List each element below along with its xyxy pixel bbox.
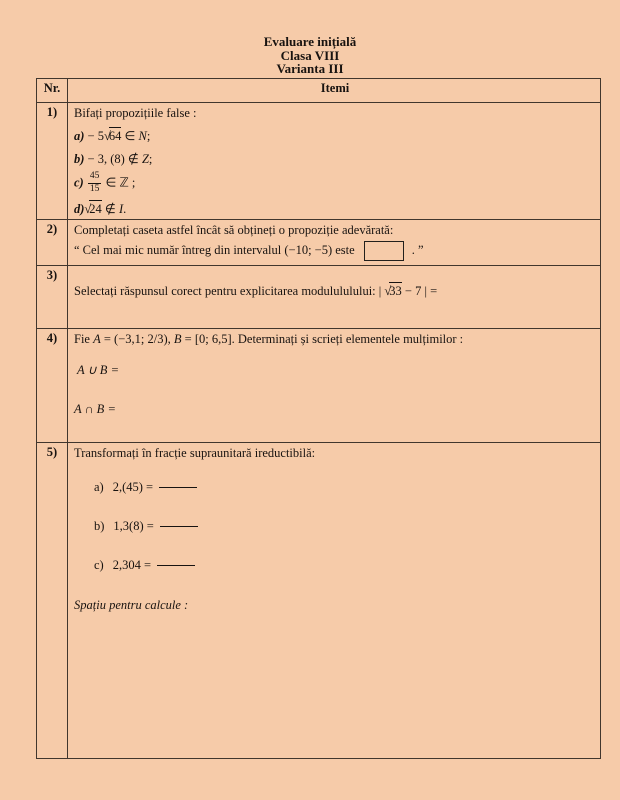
question-row-3: [37, 266, 601, 329]
item-c-expression: 2,304 =: [112, 558, 152, 572]
question-5-cell: [68, 443, 601, 759]
sqrt-icon: √: [384, 284, 391, 298]
q4-interval-b: = [0; 6,5]. Determinați și scrieți elementele mulțimilor :: [181, 332, 464, 346]
question-5-item-a: [94, 480, 596, 495]
question-1-cell: [68, 103, 601, 220]
sqrt-icon: √: [84, 202, 91, 216]
question-1-option-b: [74, 151, 596, 167]
question-row-1: [37, 103, 601, 220]
item-c-label: c): [94, 558, 104, 572]
column-header-nr: Nr.: [37, 79, 68, 103]
option-d-relation: ∉: [101, 202, 119, 216]
option-d-set: I: [118, 202, 124, 216]
question-5-item-b: [94, 519, 596, 534]
q4-interval-a: = (−3,1; 2/3),: [100, 332, 174, 346]
question-4-intersection: A ∩ B =: [74, 402, 116, 416]
option-b-label: b): [74, 152, 85, 166]
option-a-set: N: [138, 129, 147, 143]
statement-post: . ”: [411, 242, 424, 257]
question-5-number: 5): [37, 443, 68, 759]
column-header-itemi: Itemi: [68, 79, 601, 103]
question-2-statement: [74, 241, 596, 261]
question-2-number: 2): [37, 220, 68, 266]
option-d-radicand: 24: [89, 202, 102, 216]
item-b-expression: 1,3(8) =: [113, 519, 154, 533]
option-c-set: ℤ: [119, 175, 129, 190]
option-c-end: ;: [128, 175, 136, 190]
option-a-end: ;: [146, 129, 151, 143]
option-d-label: d): [74, 202, 85, 216]
q3-radicand: 33: [389, 284, 402, 298]
question-4-union: A ∪ B =: [77, 363, 120, 377]
fill-in-line: [160, 526, 198, 527]
title-variant: Varianta III: [276, 61, 344, 76]
question-1-number: 1): [37, 103, 68, 220]
question-2-cell: [68, 220, 601, 266]
item-a-expression: 2,(45) =: [112, 480, 154, 494]
question-2-instruction: Completați caseta astfel încât să obțineți o propoziție adevărată:: [74, 223, 394, 237]
option-c-relation: ∈: [102, 175, 120, 190]
question-1-option-a: [74, 128, 596, 144]
question-3-statement: [74, 284, 596, 299]
question-row-4: [37, 329, 601, 443]
sqrt-icon: √: [103, 129, 110, 143]
question-1-title: Bifați propozițiile false :: [74, 106, 197, 120]
option-d-end: .: [123, 202, 127, 216]
document-title: [0, 35, 620, 76]
fill-in-line: [157, 565, 195, 566]
option-c-label: c): [74, 175, 84, 190]
question-5-title: Transformați în fracție supraunitară ireductibilă:: [74, 446, 316, 460]
title-evaluation: Evaluare inițială: [263, 34, 357, 49]
option-b-text: − 3, (8) ∉: [84, 152, 142, 166]
statement-pre: “ Cel mai mic număr întreg din intervalul (−10; −5) este: [74, 242, 355, 257]
question-3-number: 3): [37, 266, 68, 329]
fill-in-line: [159, 487, 197, 488]
question-4-statement: [74, 332, 596, 347]
option-b-set: Z: [141, 152, 149, 166]
answer-box: [364, 241, 404, 261]
table-header-row: [37, 79, 601, 103]
q4-set-a: A: [93, 332, 101, 346]
question-row-5: [37, 443, 601, 759]
question-3-cell: [68, 266, 601, 329]
q4-intro: Fie: [74, 332, 94, 346]
question-4-cell: [68, 329, 601, 443]
question-row-2: [37, 220, 601, 266]
option-a-relation: ∈: [121, 129, 139, 143]
option-a-pre: − 5: [84, 129, 104, 143]
q3-pre: Selectați răspunsul corect pentru explicitarea modulululului: |: [74, 284, 385, 298]
option-a-radicand: 64: [108, 129, 122, 143]
item-b-label: b): [94, 519, 105, 533]
q3-post: − 7 | =: [401, 284, 438, 298]
fraction-denominator: 15: [89, 183, 100, 194]
calculation-space-note: Spațiu pentru calcule :: [74, 598, 189, 612]
q4-set-b: B: [173, 332, 182, 346]
fraction-numerator: 45: [88, 172, 102, 184]
fraction: [88, 172, 102, 194]
items-table: [36, 78, 601, 759]
item-a-label: a): [94, 480, 104, 494]
title-class: Clasa VIII: [280, 47, 340, 63]
question-1-option-c: [74, 172, 596, 194]
question-4-number: 4): [37, 329, 68, 443]
option-a-label: a): [74, 129, 85, 143]
option-b-end: ;: [148, 152, 153, 166]
question-5-item-c: [94, 558, 596, 573]
question-1-option-d: [74, 201, 596, 217]
